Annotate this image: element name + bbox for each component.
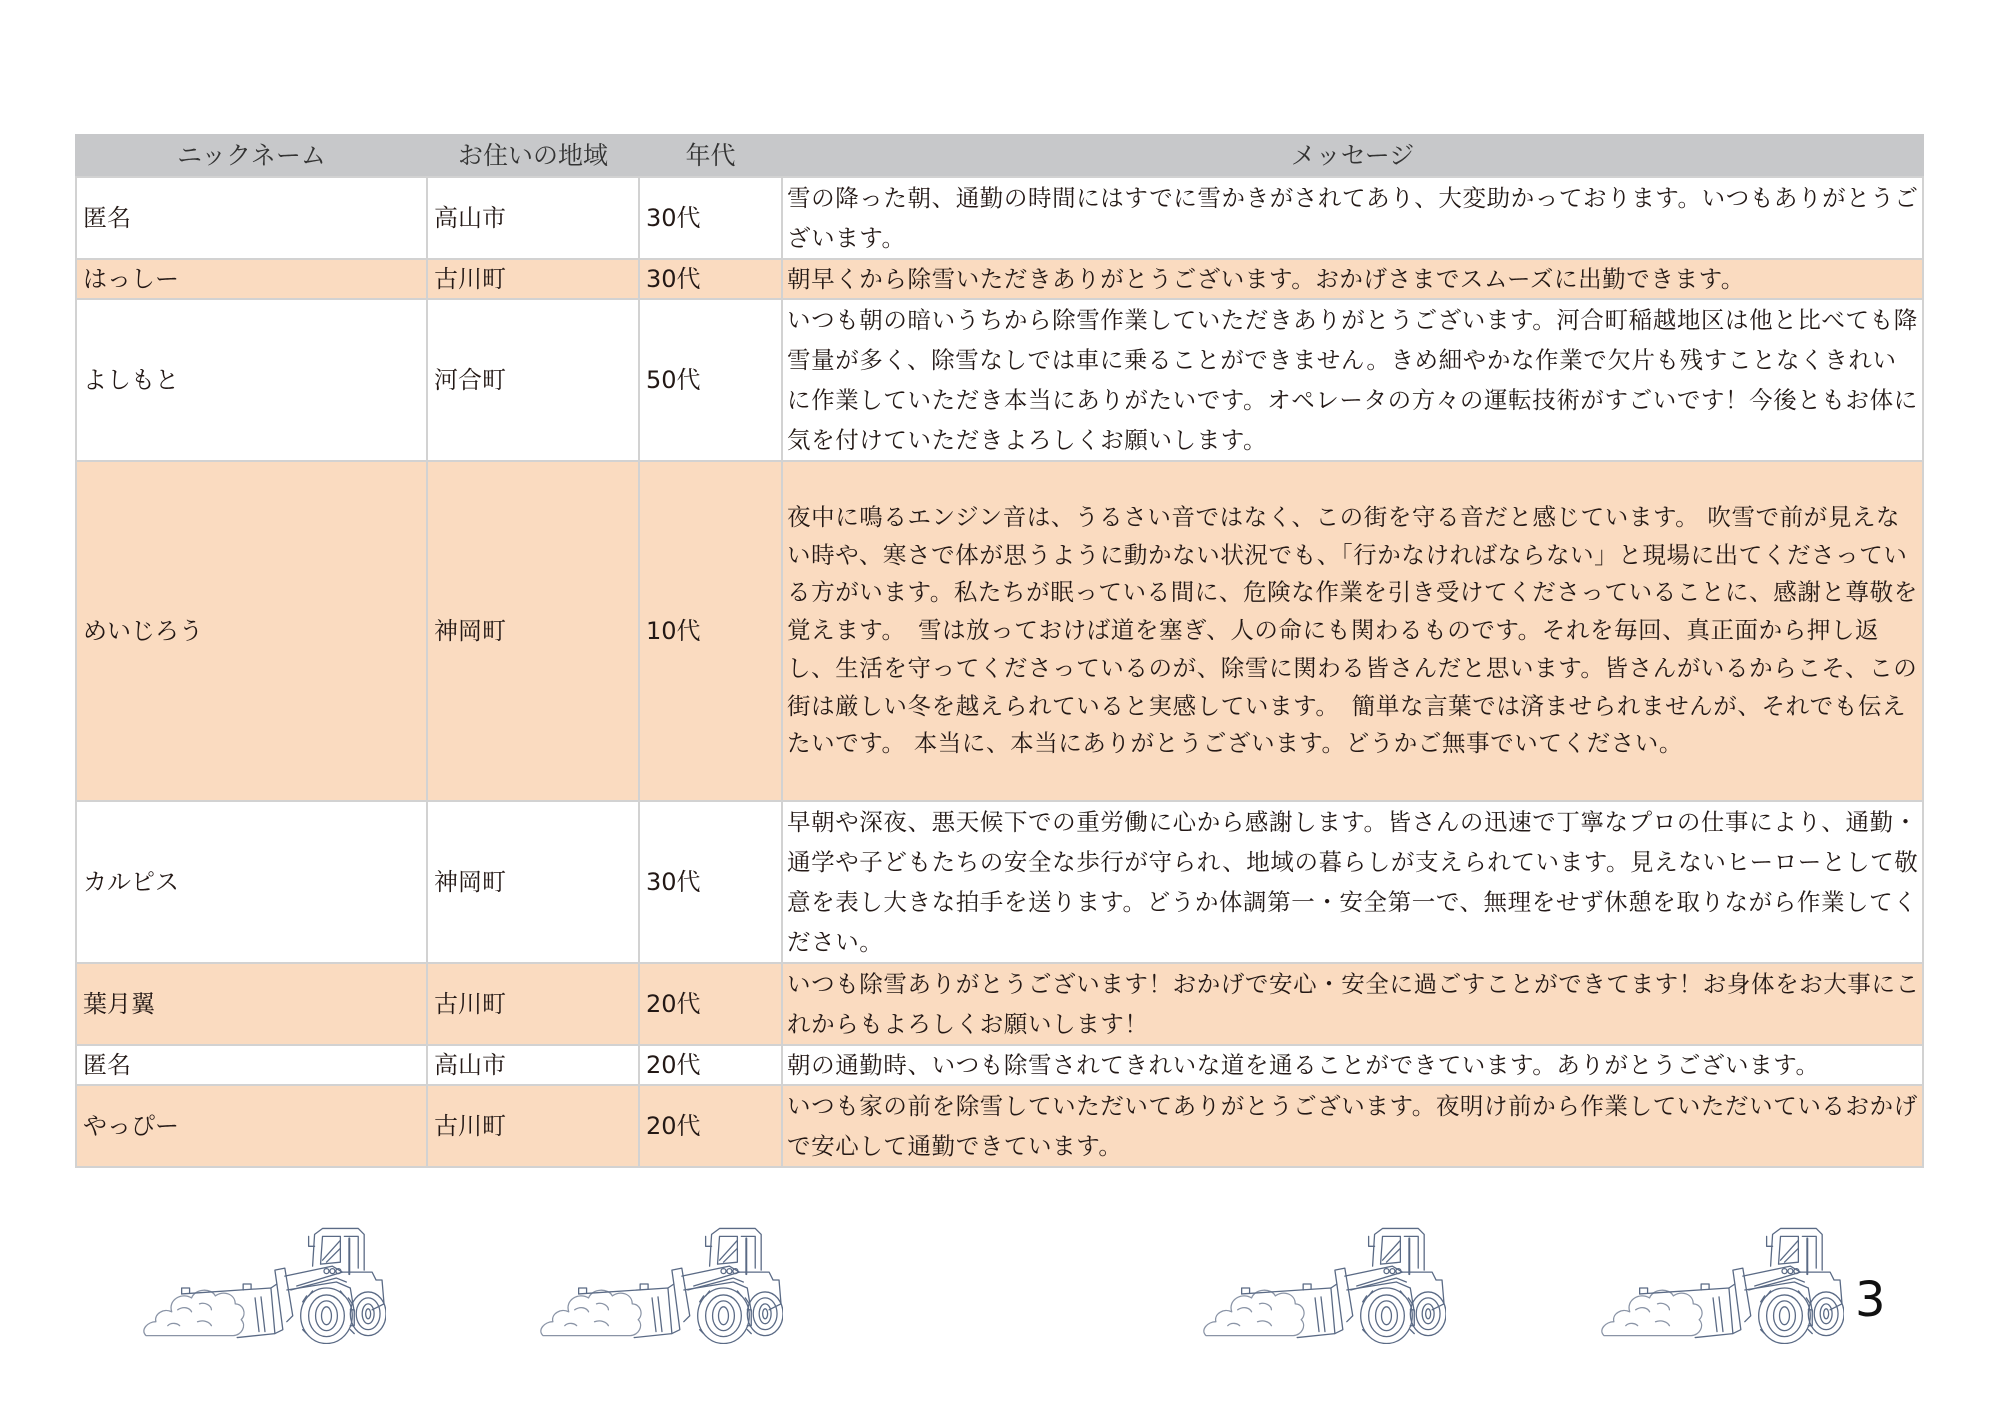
cell-age: 30代 (639, 259, 782, 299)
table-row (76, 801, 1923, 963)
cell-age: 50代 (639, 299, 782, 461)
messages-table (75, 134, 1924, 1168)
table-row (76, 461, 1923, 801)
cell-age: 30代 (639, 801, 782, 963)
cell-message: 朝の通勤時、いつも除雪されてきれいな道を通ることができています。ありがとうございます。 (782, 1045, 1923, 1085)
cell-age: 20代 (639, 1085, 782, 1167)
cell-message: いつも朝の暗いうちから除雪作業していただきありがとうございます。河合町稲越地区は他と比べても降雪量が多く、除雪なしでは車に乗ることができません。きめ細やかな作業で欠片も残すことなくきれいに作業していただき本当にありがたいです。オペレータの方々の運転技術がすごいです！今後ともお体に気を付けていただきよろしくお願いします。 (782, 299, 1923, 461)
table-row (76, 259, 1923, 299)
column-header-age: 年代 (639, 135, 782, 177)
table-row (76, 177, 1923, 259)
cell-area: 高山市 (427, 1045, 639, 1085)
cell-message: 夜中に鳴るエンジン音は、うるさい音ではなく、この街を守る音だと感じています。 吹雪で前が見えない時や、寒さで体が思うように動かない状況でも、「行かなければならない」と現場に出てくださっている方がいます。私たちが眠っている間に、危険な作業を引き受けてくださっていることに、感謝と尊敬を覚えます。 雪は放っておけば道を塞ぎ、人の命にも関わるものです。それを毎回、真正面から押し返し、生活を守ってくださっているのが、除雪に関わる皆さんだと思います。皆さんがいるからこそ、この街は厳しい冬を越えられていると実感しています。 簡単な言葉では済ませられませんが、それでも伝えたいです。 本当に、本当にありがとうございます。どうかご無事でいてください。 (782, 461, 1923, 801)
cell-area: 古川町 (427, 1085, 639, 1167)
cell-nickname: 匿名 (76, 1045, 427, 1085)
cell-age: 20代 (639, 963, 782, 1045)
table-row (76, 1085, 1923, 1167)
cell-area: 神岡町 (427, 801, 639, 963)
cell-message: 朝早くから除雪いただきありがとうございます。おかげさまでスムーズに出勤できます。 (782, 259, 1923, 299)
cell-nickname: 匿名 (76, 177, 427, 259)
page-number: 3 (1855, 1272, 1886, 1328)
cell-age: 20代 (639, 1045, 782, 1085)
wheel-loader-snowplow-icon (1596, 1226, 1844, 1344)
cell-nickname: よしもと (76, 299, 427, 461)
column-header-message: メッセージ (782, 135, 1923, 177)
table-header-row (76, 135, 1923, 177)
wheel-loader-snowplow-icon (1198, 1226, 1446, 1344)
table-row (76, 1045, 1923, 1085)
column-header-nickname: ニックネーム (76, 135, 427, 177)
cell-area: 高山市 (427, 177, 639, 259)
cell-area: 古川町 (427, 259, 639, 299)
cell-nickname: カルピス (76, 801, 427, 963)
cell-age: 10代 (639, 461, 782, 801)
cell-age: 30代 (639, 177, 782, 259)
cell-nickname: めいじろう (76, 461, 427, 801)
cell-message: いつも家の前を除雪していただいてありがとうございます。夜明け前から作業していただいているおかげで安心して通勤できています。 (782, 1085, 1923, 1167)
wheel-loader-snowplow-icon (535, 1226, 783, 1344)
cell-message: いつも除雪ありがとうございます！おかげで安心・安全に過ごすことができてます！お身体をお大事にこれからもよろしくお願いします！ (782, 963, 1923, 1045)
column-header-area: お住いの地域 (427, 135, 639, 177)
cell-area: 神岡町 (427, 461, 639, 801)
cell-nickname: はっしー (76, 259, 427, 299)
table-row (76, 963, 1923, 1045)
cell-area: 古川町 (427, 963, 639, 1045)
cell-nickname: 葉月翼 (76, 963, 427, 1045)
wheel-loader-snowplow-icon (138, 1226, 386, 1344)
cell-message: 雪の降った朝、通勤の時間にはすでに雪かきがされてあり、大変助かっております。いつもありがとうございます。 (782, 177, 1923, 259)
cell-area: 河合町 (427, 299, 639, 461)
cell-nickname: やっぴー (76, 1085, 427, 1167)
cell-message: 早朝や深夜、悪天候下での重労働に心から感謝します。皆さんの迅速で丁寧なプロの仕事により、通勤・通学や子どもたちの安全な歩行が守られ、地域の暮らしが支えられています。見えないヒーローとして敬意を表し大きな拍手を送ります。どうか体調第一・安全第一で、無理をせず休憩を取りながら作業してください。 (782, 801, 1923, 963)
table-row (76, 299, 1923, 461)
